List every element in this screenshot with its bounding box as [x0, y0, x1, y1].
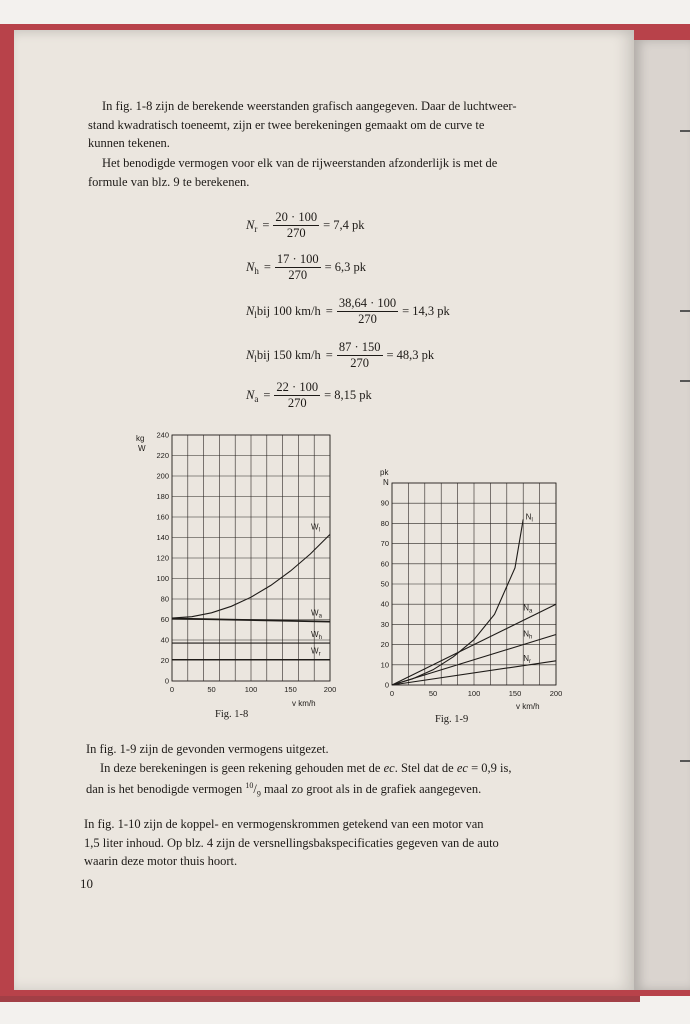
page-number: 10	[80, 876, 93, 891]
adjacent-page-edge	[634, 40, 690, 990]
fig-1-8-ytick-220: 220	[156, 451, 169, 460]
fig-1-9-label-n-l: $N_l$	[525, 512, 533, 524]
fig9-line-1: In fig. 1-9 zijn de gevonden vermogens uitgezet.	[86, 742, 329, 756]
fig9-line-3: dan is het benodigde vermogen $^{10}/_9$ maal zo groot als in de grafiek aangegeven.	[86, 781, 482, 799]
fig-1-8-ytick-0: 0	[164, 676, 169, 686]
fig-1-8-xtick-150: 150	[284, 685, 297, 694]
fig-1-9-xtick-150: 150	[508, 689, 522, 698]
fig-1-8-ytick-100: 100	[156, 574, 169, 583]
formula-nl-100: N l bij 100 km/h = $\frac{38,64 \cdot 100}{270}$ = 14,3 pk	[246, 296, 450, 326]
fig-1-9-caption: Fig. 1-9	[435, 714, 469, 725]
fig-1-8-xtick-50: 50	[207, 685, 216, 694]
fig-1-9-xtick-0: 0	[389, 689, 395, 698]
fig-1-8-label-w-a: $W_a$	[311, 608, 322, 620]
fig-1-9-ytick-0: 0	[384, 680, 389, 690]
book-cover-bottom	[0, 996, 690, 1024]
fig-1-8-ylabel-2: W	[138, 444, 146, 453]
fig-1-8-ytick-20: 20	[160, 656, 169, 665]
fig-1-8-xtick-200: 200	[323, 685, 337, 694]
fig-1-9-ytick-50: 50	[380, 579, 389, 589]
fig-1-8-xtick-100: 100	[244, 685, 258, 694]
fig9-line-2: In deze berekeningen is geen rekening gehouden met de ec. Stel dat de ec = 0,9 is,	[100, 760, 512, 775]
fig-1-8-label-w-r: $W_r$	[311, 646, 321, 658]
fig10-line-2: 1,5 liter inhoud. Op blz. 4 zijn de versnellingsbakspecificaties gegeven van de auto	[84, 835, 499, 850]
fig-1-8-ytick-80: 80	[160, 594, 169, 604]
fig-1-8-xlabel: v km/h	[292, 699, 316, 708]
fig-1-8-chart	[130, 425, 350, 710]
fig-1-8-ytick-160: 160	[156, 512, 169, 522]
intro-paragraph	[88, 97, 598, 153]
formula-nl-150: N l bij 150 km/h = $\frac{87 \cdot 150}{270}$ = 48,3 pk	[246, 340, 435, 370]
fig-1-9-xtick-50: 50	[428, 689, 438, 698]
intro-line-2: stand kwadratisch toeneemt, zijn er twee berekeningen gemaakt om de curve te	[88, 117, 485, 132]
formula-nh: N h = $\frac{17 \cdot 100}{270}$ = 6,3 pk	[246, 252, 367, 282]
fig-1-9-ytick-90: 90	[380, 498, 389, 508]
intro-line-1: In fig. 1-8 zijn de berekende weerstanden grafisch aangegeven. Daar de luchtweer-	[102, 99, 517, 113]
fig-1-9-ylabel-1: pk	[380, 468, 389, 477]
fig-1-9-xtick-200: 200	[549, 689, 563, 698]
fig-1-8-ytick-120: 120	[156, 553, 169, 563]
fig-1-8-ytick-60: 60	[160, 615, 169, 624]
fig-1-9-ytick-20: 20	[380, 640, 389, 650]
fig-1-9-ytick-10: 10	[380, 660, 389, 670]
fig-1-8-ytick-200: 200	[156, 471, 169, 481]
fig-1-8-xtick-0: 0	[169, 685, 175, 694]
intro-line-3: kunnen tekenen.	[88, 136, 170, 150]
fig-1-8-caption: Fig. 1-8	[215, 709, 249, 720]
fig-1-9-label-n-a: $N_a$	[523, 603, 533, 615]
power-line-2: formule van blz. 9 te berekenen.	[88, 174, 250, 189]
fig10-line-1: In fig. 1-10 zijn de koppel- en vermogenskrommen getekend van een motor van	[84, 817, 484, 831]
fig-1-9-label-n-h: $N_h$	[523, 629, 533, 641]
fig-1-8-ytick-140: 140	[156, 533, 169, 542]
fig-1-9-ytick-40: 40	[380, 599, 389, 609]
fig-1-9-ylabel-2: N	[383, 478, 389, 487]
fig-1-8-label-w-l: $W_l$	[311, 522, 320, 534]
fig-1-9-label-n-r: $N_r$	[523, 653, 531, 665]
formula-nr: N r = $\frac{20 \cdot 100}{270}$ = 7,4 pk	[246, 210, 365, 240]
fig10-paragraph	[84, 815, 600, 871]
fig-1-8-ytick-40: 40	[160, 635, 169, 645]
power-paragraph	[88, 154, 598, 191]
fig-1-9-ytick-60: 60	[380, 559, 389, 569]
fig-1-9-ytick-30: 30	[380, 619, 389, 629]
fig-1-9-ytick-70: 70	[380, 539, 389, 549]
fig-1-8-ylabel-1: kg	[136, 434, 145, 443]
fig-1-8-label-w-h: $W_h$	[311, 629, 322, 641]
book-cover-top	[0, 0, 690, 24]
fig9-paragraph	[86, 740, 600, 804]
formula-na: N a = $\frac{22 \cdot 100}{270}$ = 8,15 pk	[246, 380, 372, 410]
fig-1-9-xlabel: v km/h	[516, 702, 540, 711]
fig-1-8-ytick-240: 240	[156, 430, 169, 440]
fig-1-9-chart	[370, 465, 570, 715]
fig-1-9-xtick-100: 100	[467, 689, 481, 698]
fig-1-8-ytick-180: 180	[156, 492, 169, 501]
fig-1-9-ytick-80: 80	[380, 518, 389, 528]
power-line-1: Het benodigde vermogen voor elk van de rijweerstanden afzonderlijk is met de	[102, 156, 498, 170]
fig10-line-3: waarin deze motor thuis hoort.	[84, 854, 238, 868]
